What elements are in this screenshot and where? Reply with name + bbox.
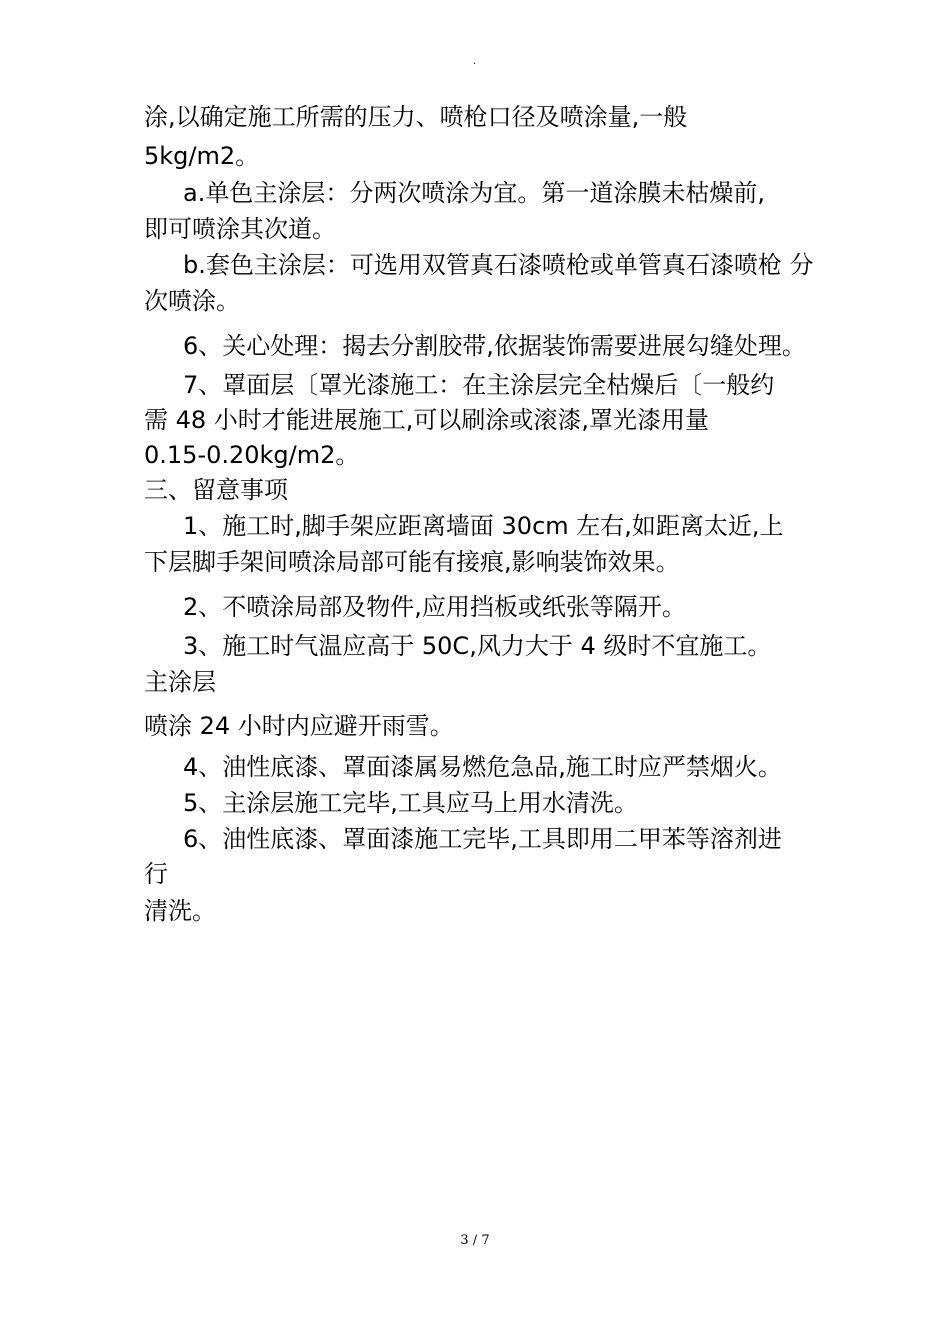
paragraph-line: 主涂层: [144, 668, 216, 696]
paragraph-line: 下层脚手架间喷涂局部可能有接痕,影响装饰效果。: [144, 548, 680, 576]
paragraph-line: b.套色主涂层：可选用双管真石漆喷枪或单管真石漆喷枪 分: [183, 251, 814, 279]
paragraph-line: 需 48 小时才能进展施工,可以刷涂或滚漆,罩光漆用量: [144, 406, 710, 434]
paragraph-line: 3、施工时气温应高于 50C,风力大于 4 级时不宜施工。: [183, 632, 772, 660]
paragraph-line: 4、油性底漆、罩面漆属易燃危急品,施工时应严禁烟火。: [183, 753, 782, 781]
paragraph-line: 6、关心处理：揭去分割胶带,依据装饰需要进展勾缝处理。: [183, 332, 806, 360]
paragraph-line: 2、不喷涂局部及物件,应用挡板或纸张等隔开。: [183, 593, 686, 621]
paragraph-line: 6、油性底漆、罩面漆施工完毕,工具即用二甲苯等溶剂进: [183, 825, 782, 853]
paragraph-line: 7、罩面层〔罩光漆施工：在主涂层完全枯燥后〔一般约: [183, 371, 775, 399]
paragraph-line: 次喷涂。: [144, 287, 240, 315]
paragraph-line: 5、主涂层施工完毕,工具应马上用水清洗。: [183, 789, 638, 817]
paragraph-line: 0.15-0.20kg/m2。: [144, 441, 360, 469]
paragraph-line: 即可喷涂其次道。: [144, 215, 336, 243]
paragraph-line: a.单色主涂层：分两次喷涂为宜。第一道涂膜未枯燥前,: [183, 179, 765, 207]
paragraph-line: 涂,以确定施工所需的压力、喷枪口径及喷涂量,一般: [144, 103, 688, 131]
page-number: 3 / 7: [460, 1233, 490, 1248]
paragraph-line: 清洗。: [144, 897, 216, 925]
header-mark: .: [473, 56, 477, 67]
paragraph-line: 5kg/m2。: [144, 142, 260, 170]
paragraph-line: 1、施工时,脚手架应距离墙面 30cm 左右,如距离太近,上: [183, 512, 784, 540]
paragraph-line: 喷涂 24 小时内应避开雨雪。: [144, 712, 454, 740]
paragraph-line: 行: [144, 860, 168, 888]
section-heading: 三、留意事项: [144, 476, 288, 504]
